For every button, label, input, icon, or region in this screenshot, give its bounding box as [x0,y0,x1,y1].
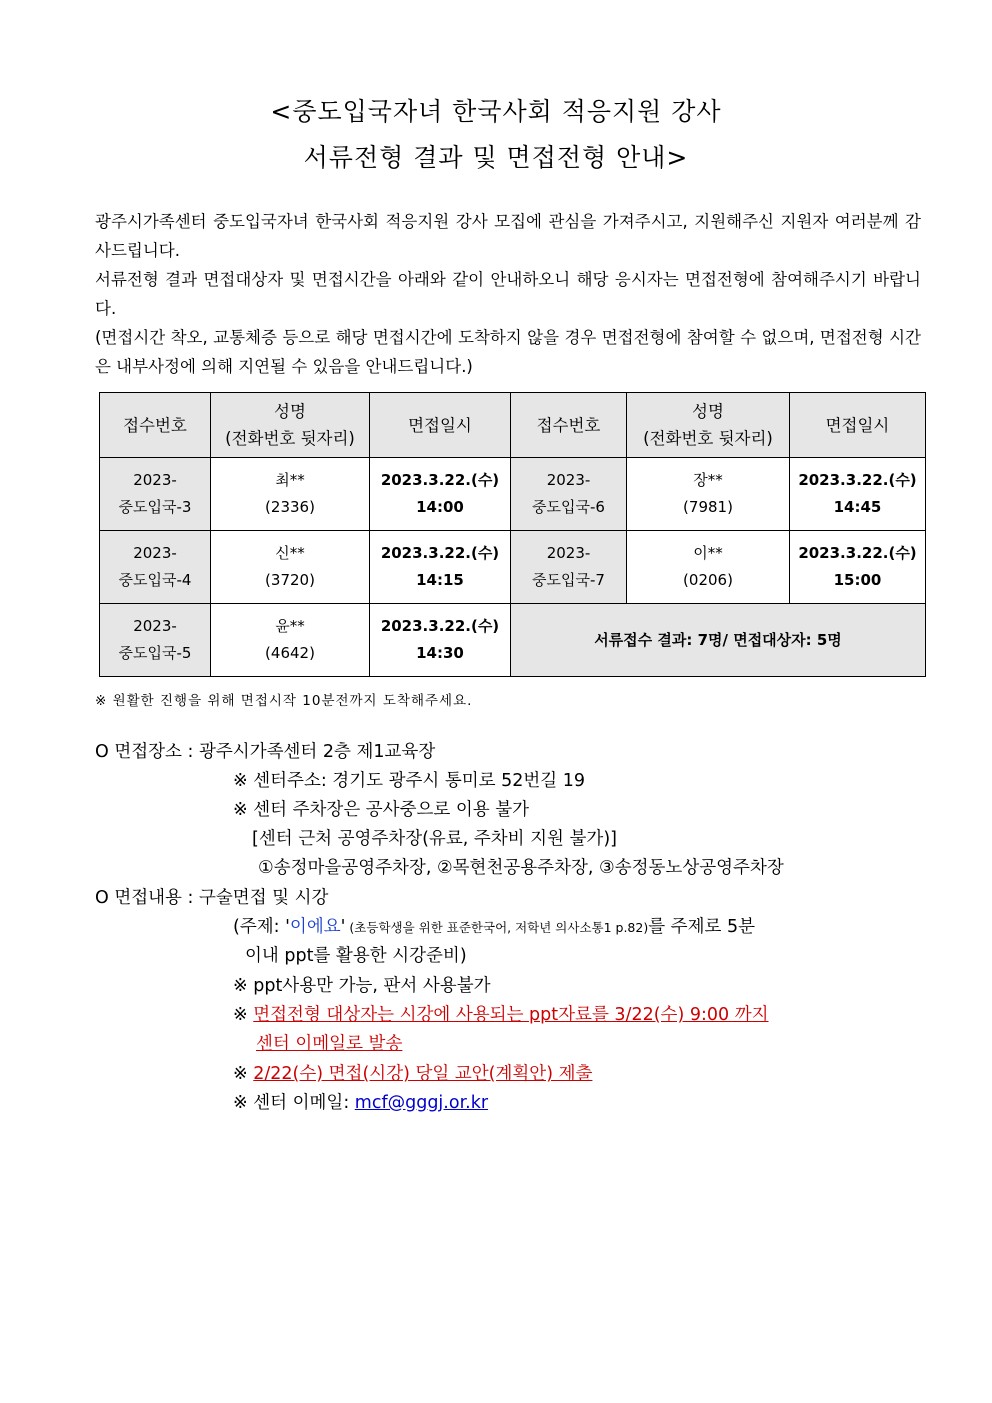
name-cell [211,604,370,677]
interview-schedule-table [99,392,926,677]
location-value: 광주시가족센터 2층 제1교육장 [198,742,436,762]
content-label: O 면접내용 : [95,888,199,908]
interview-date: 2023.3.22.(수) [798,544,917,562]
datetime-cell [790,458,926,531]
topic-word: 이에요 [289,917,341,937]
parking-list: ①송정마을공영주차장, ②목현천공용주차장, ③송정동노상공영주차장 [258,858,784,878]
receipt-year: 2023- [133,544,177,562]
receipt-no-cell [100,458,211,531]
header-receipt-no-2: 접수번호 [511,393,627,458]
header-datetime-2: 면접일시 [790,393,926,458]
mark-2: ※ [233,1064,254,1084]
location-line [95,738,435,763]
receipt-code: 중도입국-3 [118,498,192,516]
interview-date: 2023.3.22.(수) [798,471,917,489]
topic-suffix: 를 주제로 5분 [648,917,756,937]
receipt-no-cell [511,531,627,604]
mark-1: ※ [233,1005,254,1025]
ppt-submission-notice: 면접전형 대상자는 시강에 사용되는 ppt자료를 3/22(수) 9:00 까지 [253,1005,769,1025]
applicant-name: 이** [693,544,723,562]
topic-source: (초등학생을 위한 표준한국어, 저학년 의사소통1 p.82) [345,920,649,935]
lesson-plan-line [233,1060,592,1085]
receipt-year: 2023- [133,617,177,635]
location-label: O 면접장소 : [95,742,199,762]
table-header-row [100,393,926,458]
receipt-code: 중도입국-5 [118,644,192,662]
parking-alternative: [센터 근처 공영주차장(유료, 주차비 지원 불가)] [252,829,617,849]
name-cell [627,531,790,604]
topic-line-2: 이내 ppt를 활용한 시강준비) [245,946,467,966]
interview-date: 2023.3.22.(수) [380,544,500,562]
datetime-cell [790,531,926,604]
topic-line [233,913,755,938]
name-cell [211,458,370,531]
ppt-only-notice: ※ ppt사용만 가능, 판서 사용불가 [233,976,491,996]
parking-notice: ※ 센터 주차장은 공사중으로 이용 불가 [233,800,530,820]
header-name-sub: (전화번호 뒷자리) [225,429,355,448]
applicant-name: 장** [693,471,723,489]
receipt-no-cell [100,531,211,604]
title-line-1: <중도입국자녀 한국사회 적응지원 강사 [270,97,722,126]
interview-time: 14:45 [833,498,882,516]
phone-suffix: (7981) [683,498,733,516]
applicant-name: 최** [275,471,305,489]
receipt-year: 2023- [546,544,591,562]
interview-time: 14:15 [416,571,464,589]
summary-cell: 서류접수 결과: 7명/ 면접대상자: 5명 [511,604,926,677]
receipt-year: 2023- [133,471,177,489]
lesson-plan-notice: 2/22(수) 면접(시강) 당일 교안(계획안) 제출 [253,1064,593,1084]
topic-prefix: (주제: ' [233,917,290,937]
name-cell [211,531,370,604]
datetime-cell [370,531,511,604]
header-datetime: 면접일시 [370,393,511,458]
interview-date: 2023.3.22.(수) [380,471,500,489]
header-receipt-no: 접수번호 [100,393,211,458]
arrival-note: ※ 원활한 진행을 위해 면접시작 10분전까지 도착해주세요. [95,693,473,709]
receipt-no-cell [100,604,211,677]
name-cell [627,458,790,531]
ppt-submission-line [233,1001,769,1026]
interview-date: 2023.3.22.(수) [380,617,500,635]
header-name-2 [627,393,790,458]
phone-suffix: (2336) [265,498,315,516]
intro-paragraph-3: (면접시간 착오, 교통체증 등으로 해당 면접시간에 도착하지 않을 경우 면접전형에 참여할 수 없으며, 면접전형 시간은 내부사정에 의해 지연될 수 있음을 안내드립니다.) [95,328,921,376]
header-name-label: 성명 [274,402,306,421]
phone-suffix: (4642) [265,644,315,662]
receipt-code: 중도입국-6 [532,498,605,516]
intro-paragraph-1: 광주시가족센터 중도입국자녀 한국사회 적응지원 강사 모집에 관심을 가져주시고, 지원해주신 지원자 여러분께 감사드립니다. [95,212,921,260]
topic-quote-end: ' [340,917,346,937]
applicant-name: 신** [275,544,305,562]
datetime-cell [370,458,511,531]
phone-suffix: (3720) [265,571,315,589]
interview-time: 15:00 [833,571,882,589]
applicant-name: 윤** [275,617,305,635]
ppt-submission-notice-2: 센터 이메일로 발송 [256,1034,403,1054]
intro-paragraph-2: 서류전형 결과 면접대상자 및 면접시간을 아래와 같이 안내하오니 해당 응시자는 면접전형에 참여해주시기 바랍니다. [95,270,921,318]
content-line [95,884,328,909]
receipt-code: 중도입국-4 [118,571,192,589]
header-name [211,393,370,458]
email-link[interactable]: mcf@gggj.or.kr [354,1093,489,1113]
content-value: 구술면접 및 시강 [198,888,329,908]
receipt-code: 중도입국-7 [532,571,605,589]
receipt-year: 2023- [546,471,591,489]
datetime-cell [370,604,511,677]
email-line [233,1089,488,1114]
interview-time: 14:30 [416,644,464,662]
table-row [100,604,926,677]
receipt-no-cell [511,458,627,531]
interview-time: 14:00 [416,498,464,516]
header-name-label-2: 성명 [692,402,724,421]
center-address: ※ 센터주소: 경기도 광주시 통미로 52번길 19 [233,771,586,791]
phone-suffix: (0206) [683,571,733,589]
table-row [100,531,926,604]
ppt-submission-line-2 [256,1030,402,1055]
table-row [100,458,926,531]
title-line-2: 서류전형 결과 및 면접전형 안내> [303,143,689,172]
email-label: ※ 센터 이메일: [233,1093,355,1113]
intro-text [95,207,921,381]
header-name-sub-2: (전화번호 뒷자리) [643,429,773,448]
